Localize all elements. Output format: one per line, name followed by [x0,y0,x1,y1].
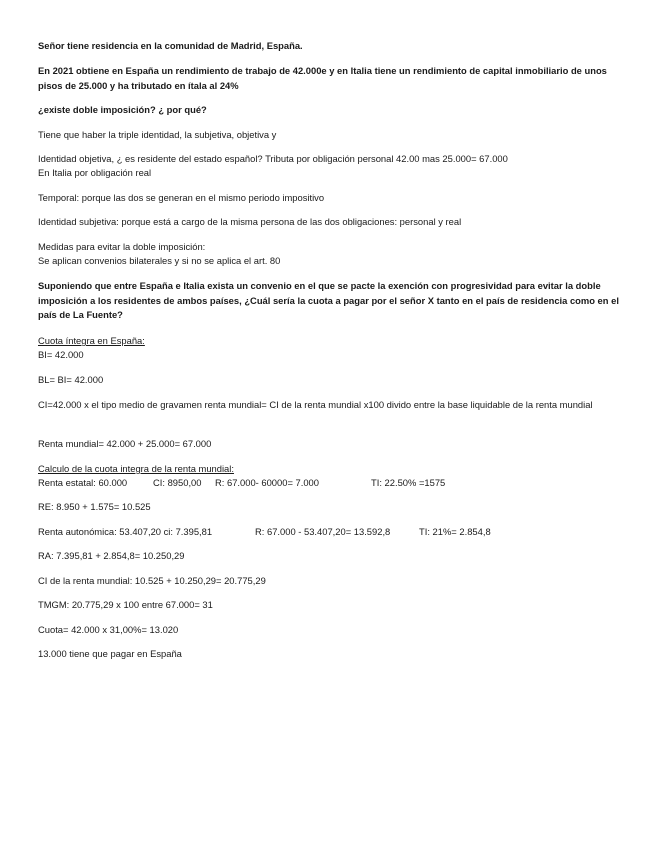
renta-autonomica-total-line: RA: 7.395,81 + 2.854,8= 10.250,29 [38,550,185,561]
ci-renta-mundial-line: CI de la renta mundial: 10.525 + 10.250,29= 20.775,29 [38,575,266,586]
renta-estatal-label: Renta estatal: 60.000 [38,477,128,488]
triple-identity-line: Tiene que haber la triple identidad, la subjetiva, objetiva y [38,129,277,140]
question-double-taxation: ¿existe doble imposición? ¿ por qué? [38,104,207,115]
section-heading-cuota-integra: Cuota íntegra en España: [38,335,145,346]
renta-estatal-tipo: TI: 22.50% =1575 [371,477,446,488]
renta-mundial-line: Renta mundial= 42.000 + 25.000= 67.000 [38,438,212,449]
section-heading-renta-mundial: Calculo de la cuota integra de la renta mundial: [38,463,234,474]
convention-question-paragraph: Suponiendo que entre España e Italia exista un convenio en el que se pacte la exención con progresividad para evitar la doble imposición a los residentes de ambos países, ¿Cuál sería la cuota a pagar por el señor X tanto en el país de residencia como en el país de La Fuente? [38,280,619,320]
renta-estatal-total-line: RE: 8.950 + 1.575= 10.525 [38,501,151,512]
tmgm-line: TMGM: 20.775,29 x 100 entre 67.000= 31 [38,599,213,610]
base-imponible-line: BI= 42.000 [38,349,84,360]
renta-autonomica-label: Renta autonómica: 53.407,20 ci: 7.395,81 [38,526,213,537]
base-liquidable-line: BL= BI= 42.000 [38,374,104,385]
temporal-line: Temporal: porque las dos se generan en el mismo periodo impositivo [38,192,325,203]
renta-estatal-ci: CI: 8950,00 [153,477,202,488]
italy-real-obligation-line: En Italia por obligación real [38,167,152,178]
objective-identity-line: Identidad objetiva, ¿ es residente del estado español? Tributa por obligación personal 42.00 mas 25.000= 67.000 [38,153,508,164]
conclusion-line: 13.000 tiene que pagar en España [38,648,182,659]
cuota-line: Cuota= 42.000 x 31,00%= 13.020 [38,624,179,635]
statement-paragraph: En 2021 obtiene en España un rendimiento de trabajo de 42.000e y en Italia tiene un rendimiento de capital inmobiliario de unos pisos de 25.000 y ha tributado en ítala al 24% [38,65,607,91]
subjective-identity-line: Identidad subjetiva: porque está a cargo de la misma persona de las dos obligaciones: personal y real [38,216,462,227]
cuota-integra-formula-paragraph: CI=42.000 x el tipo medio de gravamen renta mundial= CI de la renta mundial x100 divido entre la base liquidable de la renta mundial [38,399,593,410]
measures-detail-line: Se aplican convenios bilaterales y si no se aplica el art. 80 [38,255,281,266]
renta-autonomica-tipo: TI: 21%= 2.854,8 [419,526,491,537]
measures-heading-line: Medidas para evitar la doble imposición: [38,241,206,252]
renta-autonomica-resto: R: 67.000 - 53.407,20= 13.592,8 [255,526,391,537]
renta-estatal-resto: R: 67.000- 60000= 7.000 [215,477,319,488]
title-line: Señor tiene residencia en la comunidad de Madrid, España. [38,40,303,51]
